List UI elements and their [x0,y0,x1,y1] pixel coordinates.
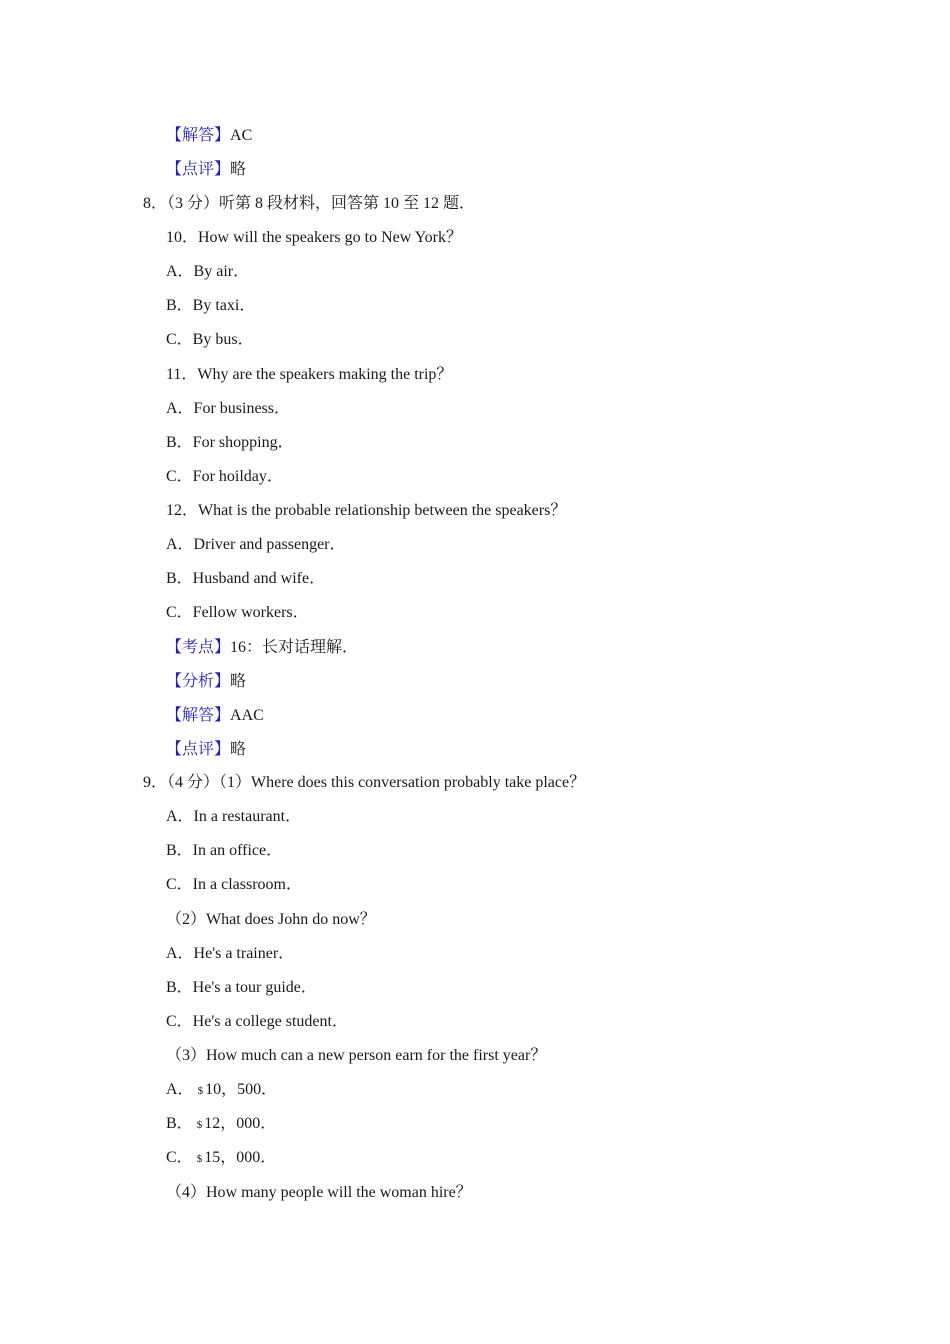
answer-tag: 解答 [182,127,215,144]
analysis-text: 略 [230,673,247,690]
answer-text: AC [230,127,253,144]
dollar-sign: $ [196,1153,203,1165]
question-9-4-stem: （4）How many people will the woman hire？ [166,1184,472,1201]
question-10-option-a: A．By air． [166,263,250,280]
question-10-option-b: B．By taxi． [166,297,256,314]
review-line: 【点评】略 [166,161,247,178]
question-11-option-c: C．For hoilday． [166,468,283,485]
question-9-1-option-c: C．In a classroom． [166,876,302,893]
dollar-sign: $ [196,1119,203,1131]
question-11-stem: 11．Why are the speakers making the trip？ [166,366,453,383]
question-12-option-b: B．Husband and wife． [166,570,326,587]
review-text: 略 [230,161,247,178]
answer-line: 【解答】AAC [166,707,264,724]
point-text: 16：长对话理解． [230,639,359,656]
question-12-stem: 12．What is the probable relationship between the speakers？ [166,502,567,519]
answer-tag: 解答 [182,707,215,724]
question-9-3-option-c: C． $ 15，000． [166,1149,277,1166]
dollar-sign: $ [197,1085,204,1097]
analysis-tag: 分析 [182,673,215,690]
question-12-option-a: A．Driver and passenger． [166,536,346,553]
point-line: 【考点】16：长对话理解． [166,639,359,656]
review-line: 【点评】略 [166,741,247,758]
question-11-option-a: A．For business． [166,400,291,417]
question-9-2-option-b: B．He's a tour guide． [166,979,317,996]
review-tag: 点评 [182,161,215,178]
answer-line: 【解答】AC [166,127,253,144]
question-9-3-stem: （3）How much can a new person earn for the first year？ [166,1047,547,1064]
question-9-header: 9．（4 分）（1）Where does this conversation probably take place？ [143,774,586,791]
analysis-line: 【分析】略 [166,673,247,690]
question-9-2-option-a: A．He's a trainer． [166,945,295,962]
review-tag: 点评 [182,741,215,758]
question-11-option-b: B．For shopping． [166,434,294,451]
point-tag: 考点 [182,639,215,656]
question-10-option-c: C．By bus． [166,331,254,348]
question-9-1-option-b: B．In an office． [166,842,283,859]
answer-text: AAC [230,707,264,724]
question-9-1-option-a: A．In a restaurant． [166,808,302,825]
question-9-3-option-a: A． $ 10，500． [166,1081,278,1098]
review-text: 略 [230,741,247,758]
question-9-3-option-b: B． $ 12，000． [166,1115,277,1132]
question-9-2-stem: （2）What does John do now？ [166,911,376,928]
question-12-option-c: C．Fellow workers． [166,604,309,621]
question-8-header: 8．（3 分）听第 8 段材料，回答第 10 至 12 题． [143,195,476,212]
question-9-2-option-c: C．He's a college student． [166,1013,348,1030]
question-10-stem: 10．How will the speakers go to New York？ [166,229,462,246]
